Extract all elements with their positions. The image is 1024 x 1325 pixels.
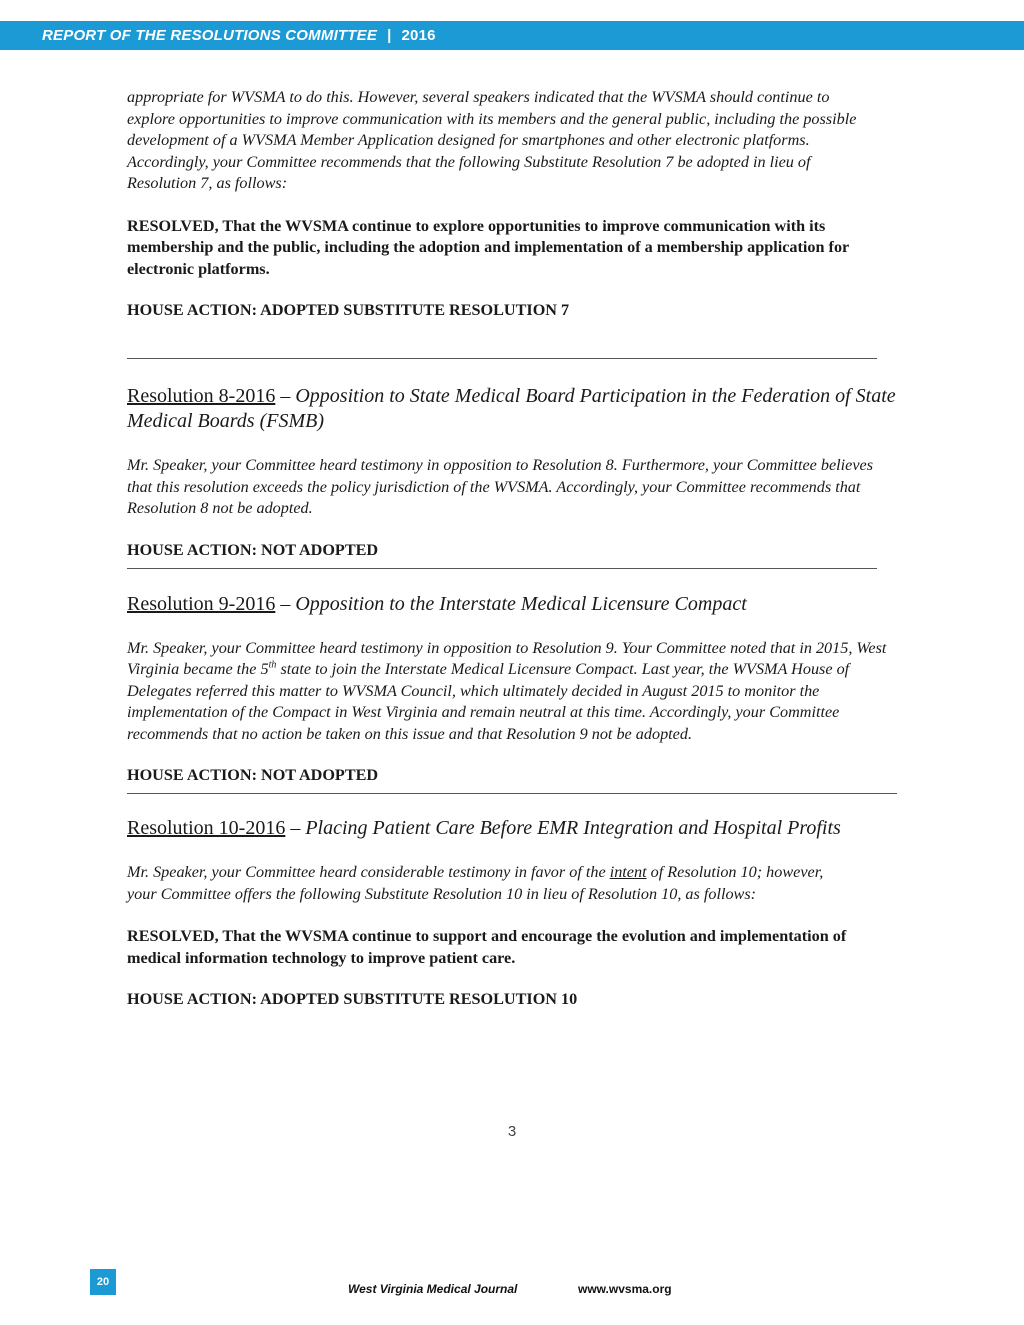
report-title: REPORT OF THE RESOLUTIONS COMMITTEE — [42, 27, 378, 44]
resolution7-house-action: HOUSE ACTION: ADOPTED SUBSTITUTE RESOLUTION 7 — [127, 301, 570, 319]
resolution8-title: Opposition to State Medical Board Participation in the Federation of State Medical Boards (FSMB) — [127, 385, 896, 432]
resolution9-body-part: Mr. Speaker, your Committee heard testimony in opposition to Resolution 9. Your Committee noted that in 2015, West Virginia became the 5 — [127, 638, 887, 678]
heading-dash: – — [275, 592, 296, 615]
resolution10-resolved: RESOLVED, That the WVSMA continue to support and encourage the evolution and implementation of medical information technology to improve patient care. — [127, 927, 847, 967]
header-year: 2016 — [401, 27, 436, 44]
resolution8-heading — [127, 384, 902, 434]
resolution7-resolved: RESOLVED, That the WVSMA continue to explore opportunities to improve communication with its membership and the public, including the adoption and implementation of a membership application for electronic platforms. — [127, 216, 849, 278]
footer-page-badge: 20 — [90, 1269, 116, 1295]
resolution9-number: Resolution 9-2016 — [127, 592, 276, 615]
page-content — [127, 87, 902, 1009]
resolution10-body — [127, 862, 847, 905]
page-number: 3 — [507, 1123, 517, 1140]
heading-dash: – — [275, 385, 296, 407]
resolution8-number: Resolution 8-2016 — [127, 385, 276, 407]
resolution9-title: Opposition to the Interstate Medical Licensure Compact — [295, 592, 747, 615]
resolution10-body-part: of Resolution 10; however, your Committee offers the following Substitute Resolution 10 in lieu of Resolution 10, as follows: — [127, 863, 824, 903]
footer-journal-name: West Virginia Medical Journal — [348, 1282, 518, 1296]
resolution9-house-action: HOUSE ACTION: NOT ADOPTED — [127, 766, 379, 784]
header-separator: | — [387, 27, 392, 44]
ordinal-suffix: th — [268, 659, 277, 671]
heading-dash: – — [285, 817, 306, 839]
resolution10-number: Resolution 10-2016 — [127, 817, 286, 839]
divider — [127, 358, 877, 359]
underlined-intent: intent — [609, 863, 647, 881]
resolution9-heading — [127, 592, 902, 617]
resolution10-heading — [127, 816, 902, 841]
resolution7-continued-text: appropriate for WVSMA to do this. However, several speakers indicated that the WVSMA should continue to explore opportunities to improve communication with its members and the general public, including the possible development of a WVSMA Member Application designed for smartphones and other electronic platforms. Accordingly, your Committee recommends that the following Substitute Resolution 7 be adopted in lieu of Resolution 7, as follows: — [127, 88, 857, 192]
divider — [127, 568, 877, 569]
resolution10-body-part: Mr. Speaker, your Committee heard considerable testimony in favor of the — [127, 863, 610, 881]
resolution8-house-action: HOUSE ACTION: NOT ADOPTED — [127, 540, 379, 559]
header-title — [42, 27, 436, 44]
resolution8-body: Mr. Speaker, your Committee heard testimony in opposition to Resolution 8. Furthermore, your Committee believes that this resolution exceeds the policy jurisdiction of the WVSMA. Accordingly, your Committee recommends that Resolution 8 not be adopted. — [127, 456, 874, 517]
resolution10-house-action: HOUSE ACTION: ADOPTED SUBSTITUTE RESOLUTION 10 — [127, 990, 578, 1008]
divider — [127, 793, 897, 794]
resolution10-title: Placing Patient Care Before EMR Integration and Hospital Profits — [305, 817, 841, 839]
resolution9-body — [127, 638, 897, 746]
footer-website: www.wvsma.org — [578, 1282, 672, 1296]
resolution9-body-part: state to join the Interstate Medical Licensure Compact. Last year, the WVSMA House of Delegates referred this matter to WVSMA Council, which ultimately decided in August 2015 to monitor the implementation of the Compact in West Virginia and remain neutral at this time. Accordingly, your Committee recommends that no action be taken on this issue and that Resolution 9 not be adopted. — [127, 660, 850, 743]
